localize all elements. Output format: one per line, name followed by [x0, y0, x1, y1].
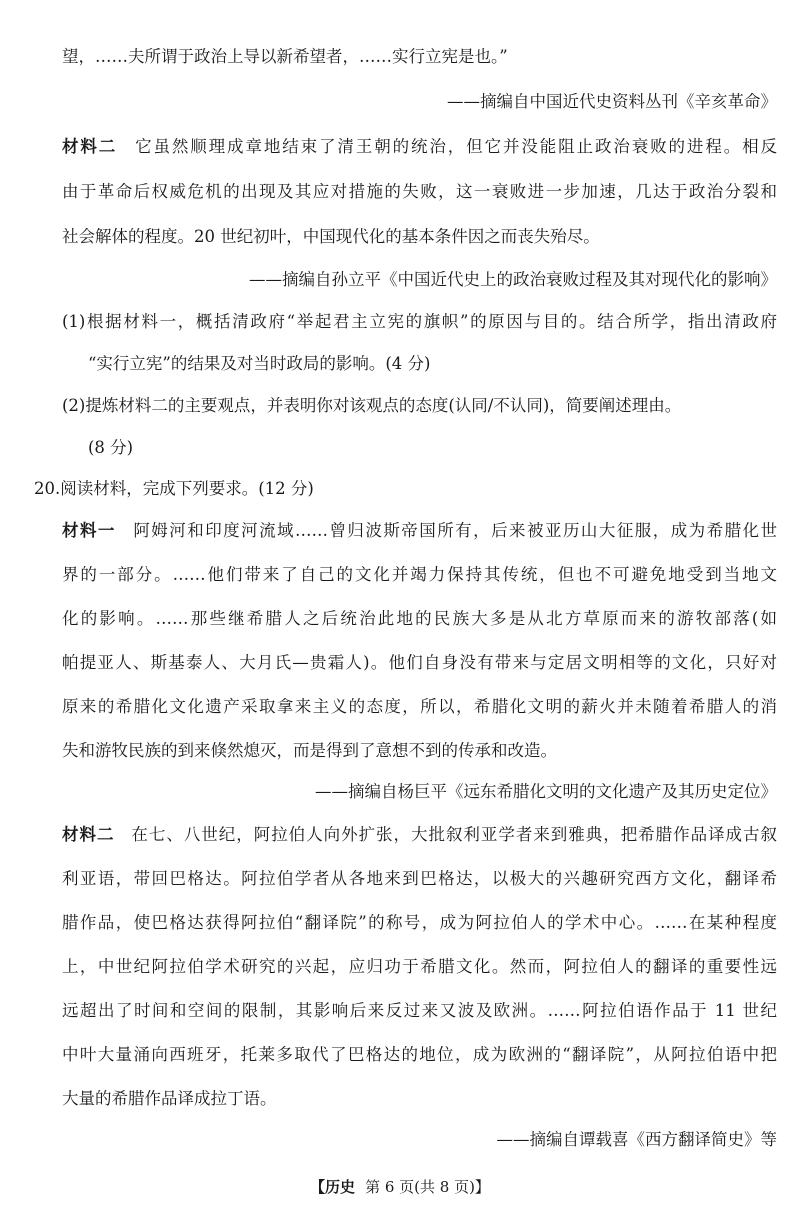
q20-material2-line-5: 远超出了时间和空间的限制，其影响后来反过来又波及欧洲。……阿拉伯语作品于 11 世纪: [62, 1001, 777, 1020]
q20-material2-source: ——摘编自谭载喜《西方翻译简史》等: [496, 1130, 777, 1149]
q20-material1-line-3: 化的影响。……那些继希腊人之后统治此地的民族大多是从北方草原而来的游牧部落(如: [62, 609, 777, 628]
q19-question-1-line-1: (1)根据材料一，概括清政府“举起君主立宪的旗帜”的原因与目的。结合所学，指出清政府: [62, 312, 777, 331]
q19-material2-line-3: 社会解体的程度。20 世纪初叶，中国现代化的基本条件因之而丧失殆尽。: [62, 227, 600, 246]
q20-material1-line-2: 界的一部分。……他们带来了自己的文化并竭力保持其传统，但也不可避免地受到当地文: [62, 565, 777, 584]
q19-material2-source: ——摘编自孙立平《中国近代史上的政治衰败过程及其对现代化的影响》: [249, 270, 777, 289]
q20-material1-source: ——摘编自杨巨平《远东希腊化文明的文化遗产及其历史定位》: [315, 782, 777, 801]
material1-end-line: 望，……夫所谓于政治上导以新希望者，……实行立宪是也。”: [62, 47, 508, 66]
q20-material1-line-5: 原来的希腊化文化遗产采取拿来主义的态度，所以，希腊化文明的薪火并未随着希腊人的消: [62, 697, 777, 716]
footer-page-info: 第 6 页(共 8 页)】: [365, 1178, 490, 1196]
q19-material2-label: 材料二: [62, 137, 118, 156]
page-footer: [0, 1175, 800, 1199]
q20-material2-line-6: 中叶大量涌向西班牙，托莱多取代了巴格达的地位，成为欧洲的“翻译院”，从阿拉伯语中把: [62, 1045, 777, 1064]
q19-question-2-line-2: (8 分): [88, 438, 134, 457]
q19-material2-line-2: 由于革命后权威危机的出现及其应对措施的失败，这一衰败进一步加速，几达于政治分裂和: [62, 182, 777, 201]
q20-material2-label: 材料二: [62, 825, 115, 844]
q20-material1-label: 材料一: [62, 521, 116, 540]
q20-material2-line-4: 上，中世纪阿拉伯学术研究的兴起，应归功于希腊文化。然而，阿拉伯人的翻译的重要性远: [62, 957, 777, 976]
q20-material1-line-4: 帕提亚人、斯基泰人、大月氏—贵霜人)。他们自身没有带来与定居文明相等的文化，只好对: [62, 653, 777, 672]
q20-material1-line-6: 失和游牧民族的到来倏然熄灭，而是得到了意想不到的传承和改造。: [62, 741, 557, 760]
q20-material2-line-3: 腊作品，使巴格达获得阿拉伯“翻译院”的称号，成为阿拉伯人的学术中心。……在某种程度: [62, 913, 777, 932]
q20-material2-line-2: 利亚语，带回巴格达。阿拉伯学者从各地来到巴格达，以极大的兴趣研究西方文化，翻译希: [62, 869, 777, 888]
q20-material2-line-7: 大量的希腊作品译成拉丁语。: [62, 1089, 277, 1108]
footer-subject: 【历史: [310, 1178, 356, 1196]
q20-header: 20.阅读材料，完成下列要求。(12 分): [34, 479, 314, 498]
q20-material2-line-1: 材料二 在七、八世纪，阿拉伯人向外扩张，大批叙利亚学者来到雅典，把希腊作品译成古叙: [62, 825, 778, 844]
q19-question-1-line-2: “实行立宪”的结果及对当时政局的影响。(4 分): [88, 354, 431, 373]
q19-question-2-line-1: (2)提炼材料二的主要观点，并表明你对该观点的态度(认同/不认同)，简要阐述理由。: [62, 396, 682, 415]
material1-source: ——摘编自中国近代史资料丛刊《辛亥革命》: [447, 92, 777, 111]
q20-material1-line-1: 材料一 阿姆河和印度河流域……曾归波斯帝国所有，后来被亚历山大征服，成为希腊化世: [62, 521, 778, 540]
q19-material2-line-1: 材料二 它虽然顺理成章地结束了清王朝的统治，但它并没能阻止政治衰败的进程。相反: [62, 137, 778, 156]
